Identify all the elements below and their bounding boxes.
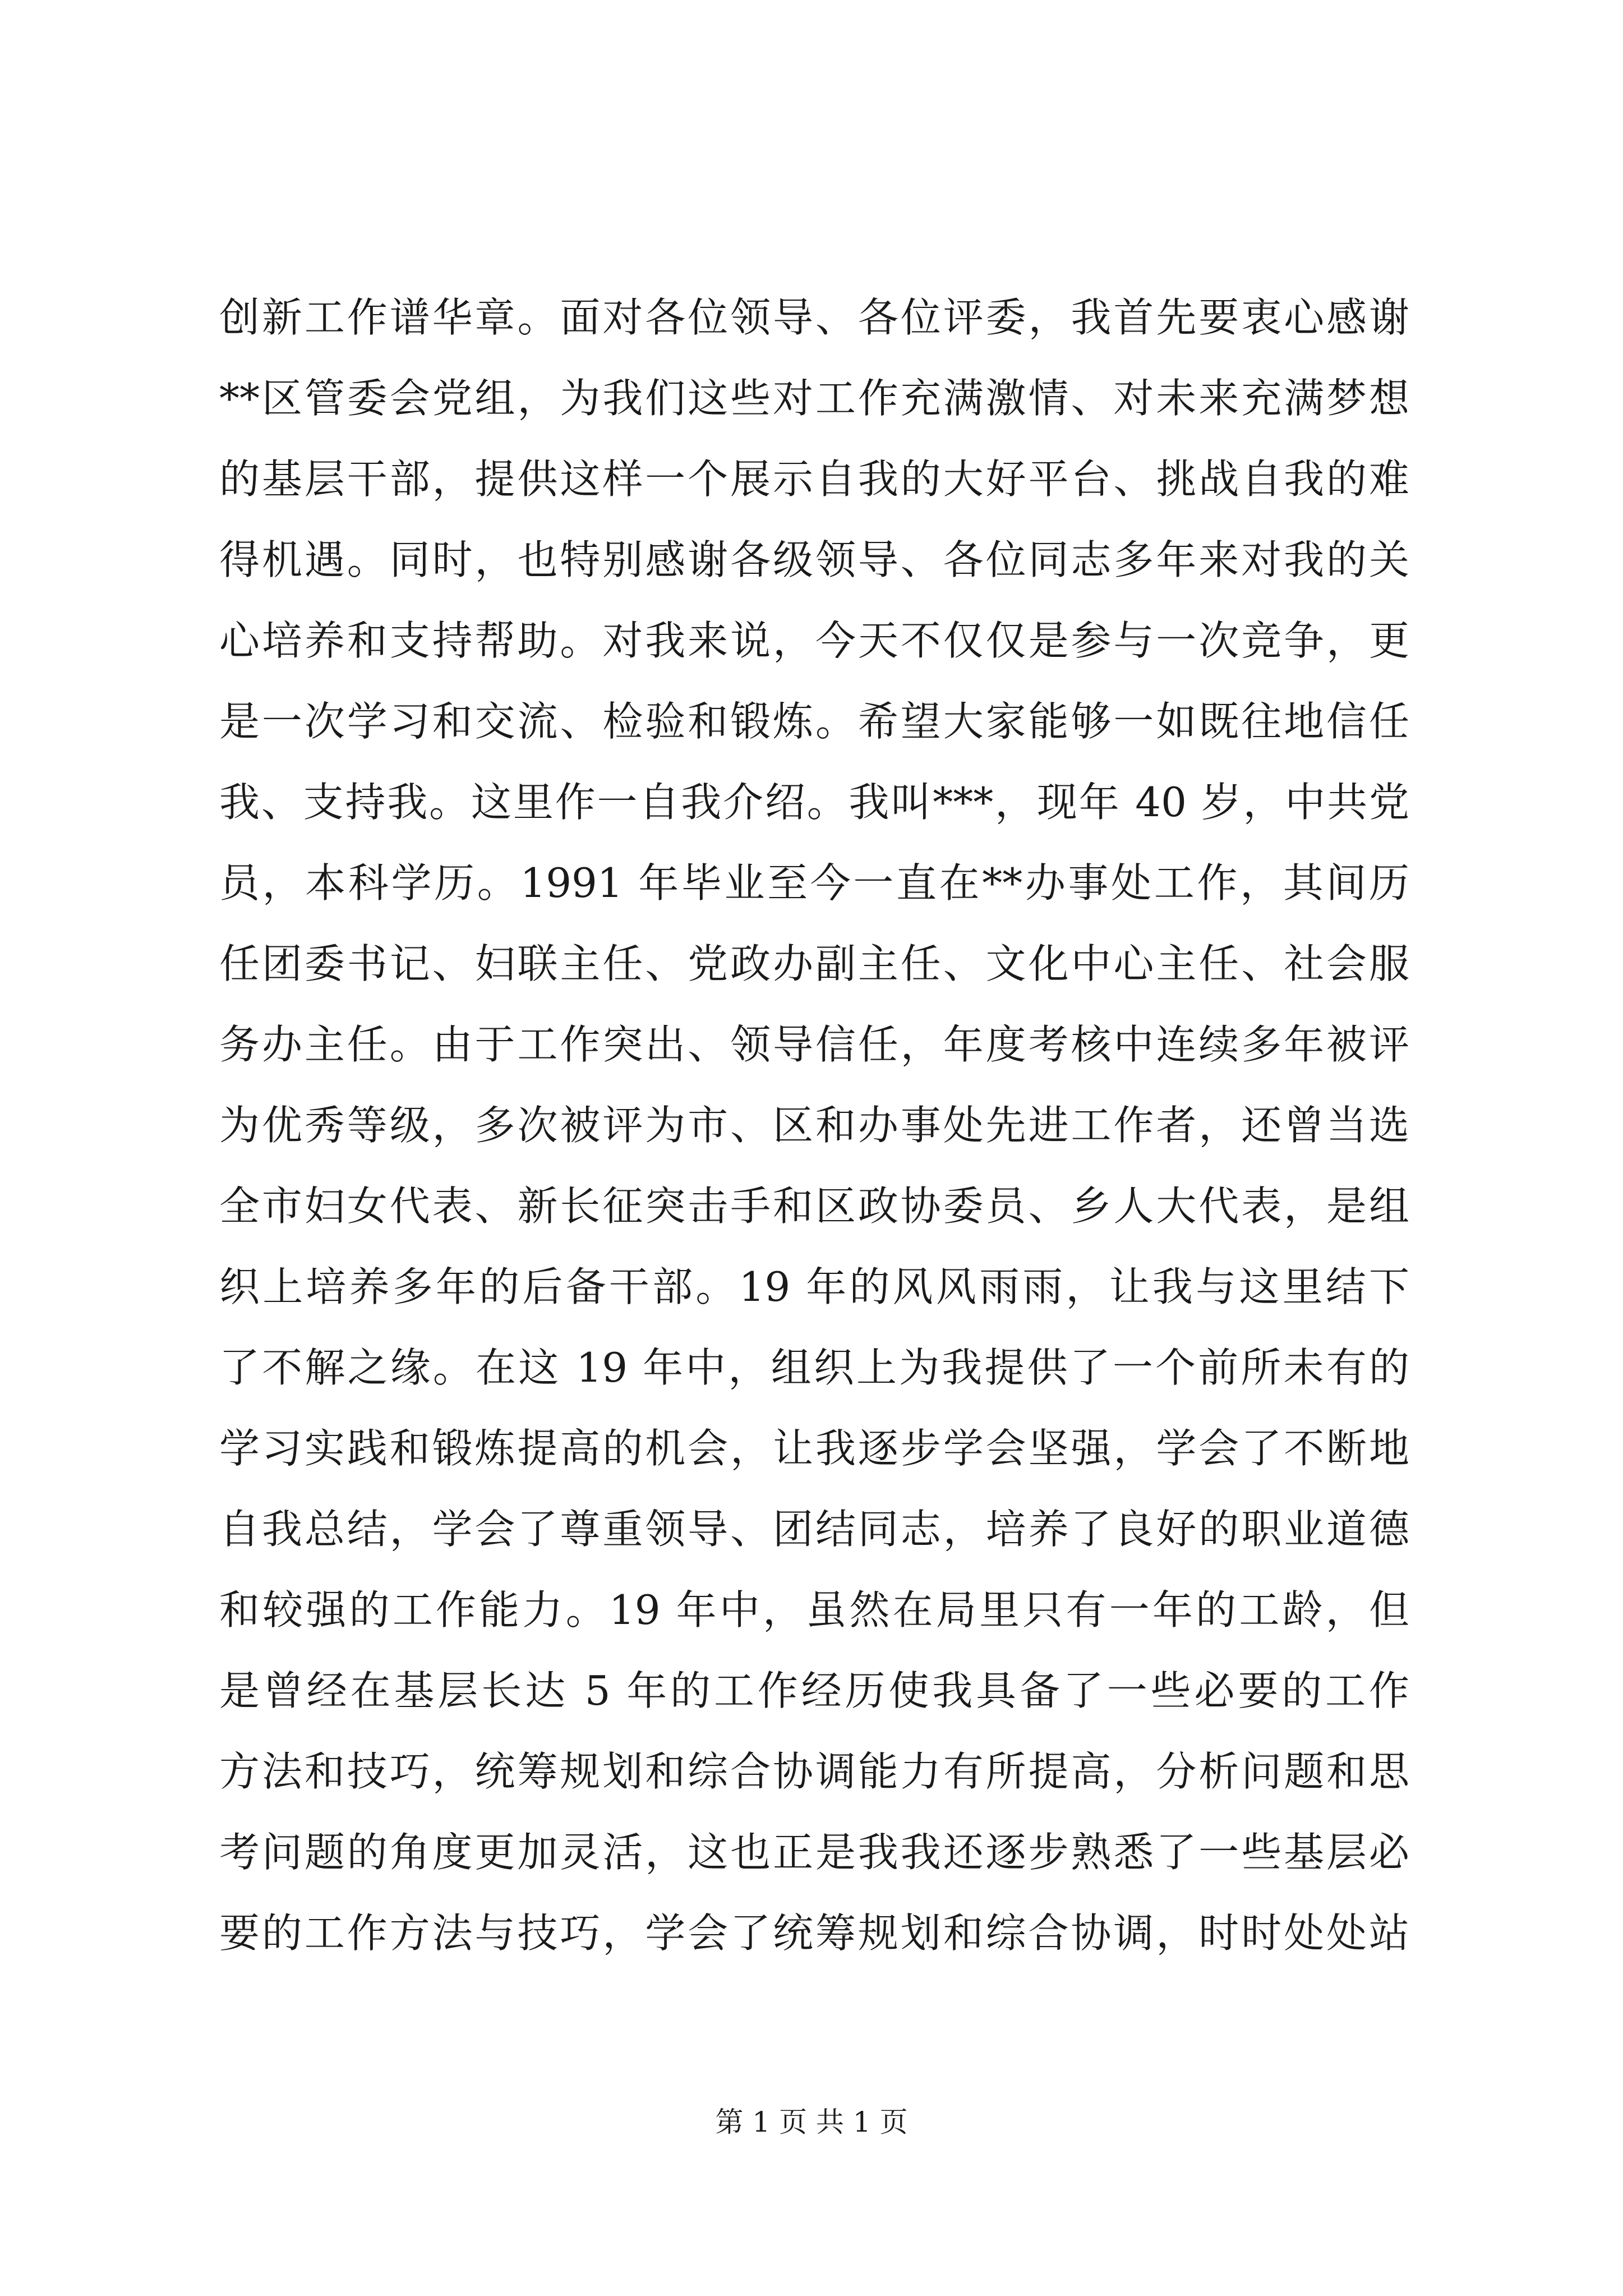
text-line: 要的工作方法与技巧，学会了统筹规划和综合协调，时时处处站: [219, 1913, 1409, 1957]
text-line: 了不解之缘。在这 19 年中，组织上为我提供了一个前所未有的: [219, 1347, 1409, 1391]
text-line: 员，本科学历。1991 年毕业至今一直在**办事处工作，其间历: [219, 863, 1409, 907]
text-line: 考问题的角度更加灵活，这也正是我我还逐步熟悉了一些基层必: [219, 1832, 1409, 1876]
text-line: 创新工作谱华章。面对各位领导、各位评委，我首先要衷心感谢: [219, 297, 1409, 341]
text-line: 织上培养多年的后备干部。19 年的风风雨雨，让我与这里结下: [219, 1267, 1409, 1310]
text-line: 自我总结，学会了尊重领导、团结同志，培养了良好的职业道德: [219, 1509, 1409, 1553]
text-line: 方法和技巧，统筹规划和综合协调能力有所提高，分析问题和思: [219, 1751, 1409, 1795]
text-line: **区管委会党组，为我们这些对工作充满激情、对未来充满梦想: [219, 378, 1409, 422]
text-line: 心培养和支持帮助。对我来说，今天不仅仅是参与一次竞争，更: [219, 620, 1409, 664]
text-line: 任团委书记、妇联主任、党政办副主任、文化中心主任、社会服: [219, 944, 1409, 987]
body-text: [219, 297, 1409, 1994]
text-line: 是一次学习和交流、检验和锻炼。希望大家能够一如既往地信任: [219, 701, 1409, 745]
page-footer: 第 1 页 共 1 页: [715, 2106, 908, 2138]
text-line: 是曾经在基层长达 5 年的工作经历使我具备了一些必要的工作: [219, 1671, 1409, 1714]
text-line: 的基层干部，提供这样一个展示自我的大好平台、挑战自我的难: [219, 459, 1409, 503]
text-line: 得机遇。同时，也特别感谢各级领导、各位同志多年来对我的关: [219, 540, 1409, 583]
text-line: 我、支持我。这里作一自我介绍。我叫***，现年 40 岁，中共党: [219, 782, 1409, 826]
text-line: 全市妇女代表、新长征突击手和区政协委员、乡人大代表，是组: [219, 1186, 1409, 1230]
text-line: 学习实践和锻炼提高的机会，让我逐步学会坚强，学会了不断地: [219, 1428, 1409, 1472]
text-line: 和较强的工作能力。19 年中，虽然在局里只有一年的工龄，但: [219, 1590, 1409, 1634]
text-line: 务办主任。由于工作突出、领导信任，年度考核中连续多年被评: [219, 1024, 1409, 1068]
text-line: 为优秀等级，多次被评为市、区和办事处先进工作者，还曾当选: [219, 1105, 1409, 1149]
